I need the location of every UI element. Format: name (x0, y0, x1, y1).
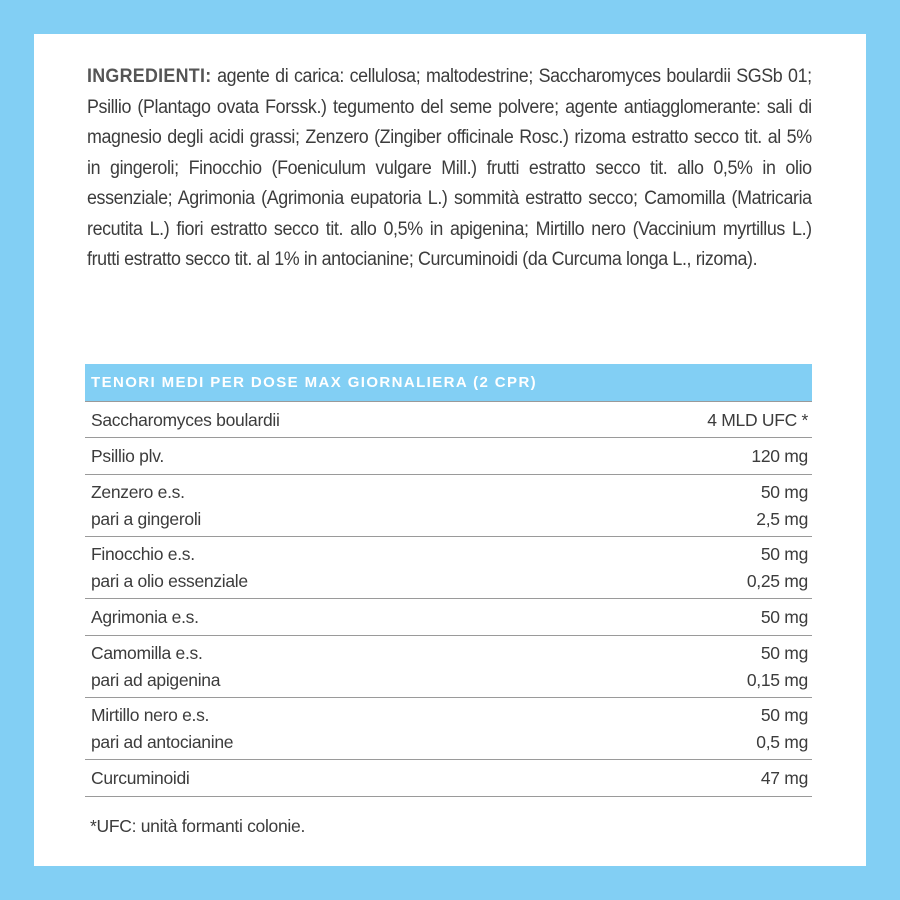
row-name: Finocchio e.s. (91, 544, 195, 564)
ingredients-paragraph (87, 62, 812, 276)
table-header: TENORI MEDI PER DOSE MAX GIORNALIERA (2 CPR) (85, 364, 812, 401)
table-row (85, 537, 812, 599)
table-row (85, 760, 812, 797)
row-value: 50 mg (760, 705, 808, 725)
row-name: Camomilla e.s. (91, 643, 203, 663)
table-row (85, 698, 812, 760)
row-value: 50 mg (760, 482, 808, 502)
row-sub-value: 2,5 mg (756, 509, 808, 529)
row-value: 4 MLD UFC * (707, 410, 808, 430)
row-name: Psillio plv. (91, 446, 164, 466)
row-sub-value: 0,25 mg (746, 571, 808, 591)
row-sub-value: 0,15 mg (746, 670, 808, 690)
table-row (85, 401, 812, 438)
row-sub-name: pari ad antocianine (91, 732, 234, 752)
row-value: 50 mg (760, 544, 808, 564)
row-name: Curcuminoidi (91, 768, 190, 788)
row-name: Zenzero e.s. (91, 482, 185, 502)
table-row (85, 636, 812, 698)
row-name: Saccharomyces boulardii (91, 410, 280, 430)
row-value: 50 mg (760, 643, 808, 663)
footnote: *UFC: unità formanti colonie. (90, 816, 306, 836)
nutrition-table (85, 364, 812, 797)
row-value: 50 mg (760, 607, 808, 627)
table-row (85, 438, 812, 475)
row-sub-name: pari a gingeroli (91, 509, 201, 529)
row-value: 47 mg (760, 768, 808, 788)
row-name: Mirtillo nero e.s. (91, 705, 210, 725)
table-row (85, 475, 812, 537)
table-row (85, 599, 812, 636)
ingredients-text: agente di carica: cellulosa; maltodestrine; Saccharomyces boulardii SGSb 01; Psillio (Plantago ovata Forssk.) tegumento del seme polvere; agente antiagglomerante: sali di magnesio degli acidi grassi; Zenzero (Zingiber officinale Rosc.) rizoma estratto secco tit. al 5% in gingeroli; Finocchio (Foeniculum vulgare Mill.) frutti estratto secco tit. allo 0,5% in olio essenziale; Agrimonia (Agrimonia eupatoria L.) sommità estratto secco; Camomilla (Matricaria recutita L.) fiori estratto secco tit. allo 0,5% in apigenina; Mirtillo nero (Vaccinium myrtillus L.) frutti estratto secco tit. al 1% in antocianine; Curcuminoidi (da Curcuma longa L., rizoma). (87, 66, 812, 270)
row-sub-value: 0,5 mg (756, 732, 808, 752)
row-sub-name: pari a olio essenziale (91, 571, 248, 591)
row-name: Agrimonia e.s. (91, 607, 199, 627)
label-card (34, 34, 866, 866)
row-sub-name: pari ad apigenina (91, 670, 221, 690)
row-value: 120 mg (751, 446, 808, 466)
ingredients-label: INGREDIENTI: (87, 66, 212, 87)
